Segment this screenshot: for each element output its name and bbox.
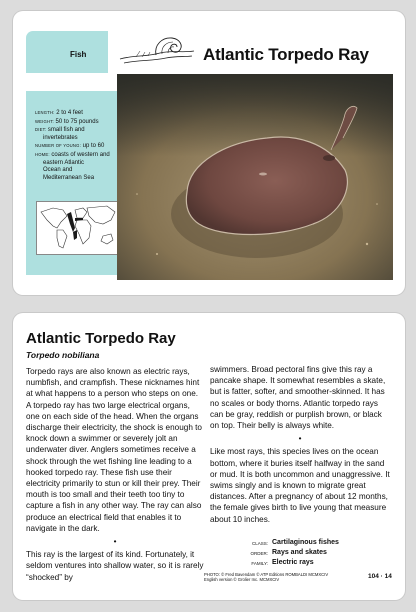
- world-map-icon: [36, 201, 120, 255]
- facts-panel: [26, 91, 128, 275]
- class-row: CLASS: Cartilaginous fishes: [251, 539, 339, 546]
- paragraph: This ray is the largest of its kind. Fortunately, it seldom ventures into shallow water, so it is rarely “shocked” by: [26, 550, 204, 582]
- card-number: 104 · 14: [368, 573, 392, 580]
- paragraph: Like most rays, this species lives on the ocean bottom, where it buries itself halfway in the sand or mud. It is both uncommon and unaggressive. It swims singly and is known to migrate great distances. After a pregnancy of about 12 months, the female gives birth to live young that measure about 10 inches.: [210, 447, 390, 524]
- text-column-left: [26, 366, 204, 583]
- fact-length: LENGTH: 2 to 4 feet: [35, 110, 83, 116]
- category-label: Fish: [70, 50, 87, 59]
- facts-list: [26, 91, 128, 182]
- scientific-name: Torpedo nobiliana: [26, 350, 100, 360]
- ray-photo: [117, 74, 393, 280]
- fact-diet: DIET: small fish and invertebrates: [35, 127, 85, 141]
- card-back: [13, 313, 405, 600]
- photo-credits: PHOTO: © Fred Bavendam © ATP Editions ROMBALDI MCMXCIV English version © Grolier Inc. MCMXCIV: [204, 572, 329, 583]
- family-row: FAMILY: Electric rays: [251, 559, 314, 566]
- paragraph: swimmers. Broad pectoral fins give this ray a pancake shape. It somewhat resembles a skate, but is fatter, softer, and smoother-skinned. It has no scales or body thorns. Atlantic torpedo rays can be gray, reddish or purplish brown, or black on top. Their belly is always white.: [210, 365, 386, 431]
- order-row: ORDER: Rays and skates: [250, 549, 327, 556]
- front-title: Atlantic Torpedo Ray: [203, 45, 369, 64]
- bullet-separator: •: [298, 434, 302, 444]
- wave-logo-icon: [116, 33, 196, 67]
- fact-home: HOME: coasts of western and eastern Atlantic Ocean and Mediterranean Sea: [35, 151, 110, 181]
- fact-weight: WEIGHT: 50 to 75 pounds: [35, 118, 99, 125]
- category-tab: [26, 31, 108, 73]
- back-title: Atlantic Torpedo Ray: [26, 330, 176, 347]
- text-column-right: [210, 364, 390, 525]
- bullet-separator: •: [113, 537, 117, 547]
- card-front: [13, 11, 405, 295]
- paragraph: Torpedo rays are also known as electric rays, numbfish, and crampfish. These nicknames hint at what happens to a person who steps on one. A torpedo ray has two large electrical organs, one on each side of the head. When the organs discharge their electricity, the shock is enough to knock down a swimmer or severely jolt an underwater diver. Anglers sometimes receive a shock through the wet fishing line leading to a hooked torpedo ray. These fish use their electricity primarily to stun or kill their prey. Their mouth is too small and their teeth too tiny to capture a fish in any other way. The ray can also produce an electrical field that enables it to navigate in the dark.: [26, 367, 202, 533]
- classification-table: [239, 538, 339, 568]
- fact-young: NUMBER OF YOUNG: up to 60: [35, 143, 105, 150]
